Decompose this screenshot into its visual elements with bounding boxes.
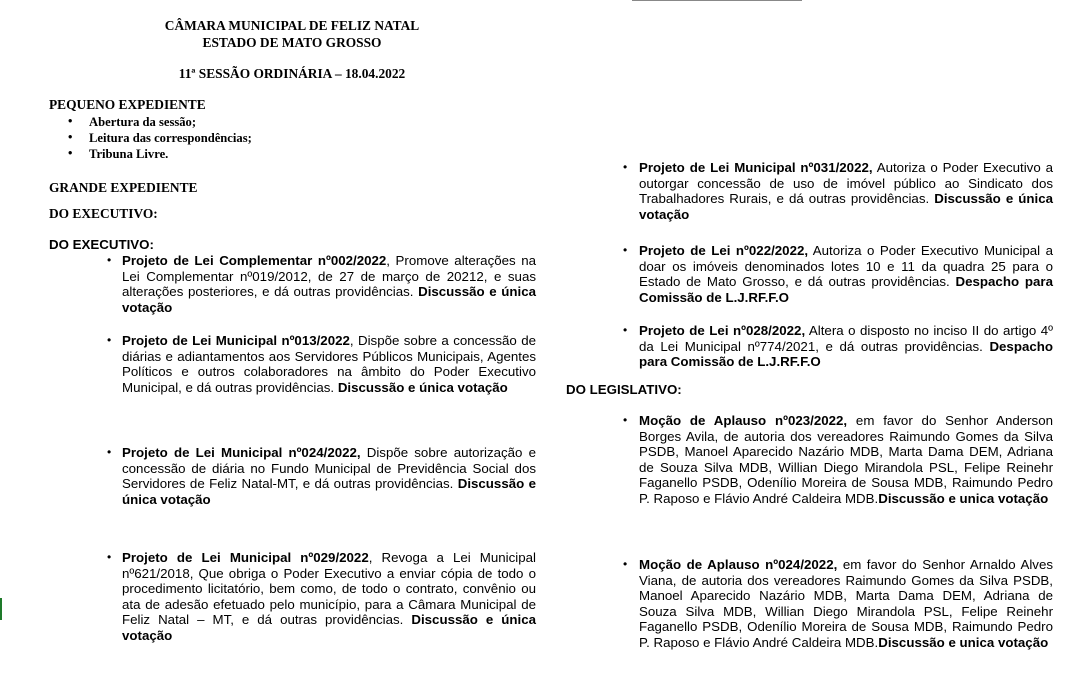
session-title: 11ª SESSÃO ORDINÁRIA – 18.04.2022	[178, 66, 406, 81]
left-item-4: Projeto de Lei Municipal nº029/2022, Revoga a Lei Municipal nº621/2018, Que obriga o Poder Executivo a enviar cópia de todo o procedimento licitatório, bem como, de todo o contrato, convênio ou ata de adesão efetuado pelo município, para a Câmara Municipal de Feliz Natal – MT, e dá outras providências. Discussão e única votação	[122, 550, 536, 643]
list-item: • Abertura da sessão;	[68, 114, 197, 129]
state-name: ESTADO DE MATO GROSSO	[202, 35, 382, 50]
bullet-icon: •	[623, 413, 628, 427]
bullet-icon: •	[623, 557, 628, 571]
bullet-icon: •	[107, 445, 112, 459]
left-item-3: Projeto de Lei Municipal nº024/2022, Dispõe sobre autorização e concessão de diária no Fundo Municipal de Previdência Social dos Servidores de Feliz Natal-MT, e dá outras providências. Discussão e única votação	[122, 445, 536, 507]
pequeno-expediente-title: PEQUENO EXPEDIENTE	[49, 97, 206, 112]
left-item-2: Projeto de Lei Municipal nº013/2022, Dispõe sobre a concessão de diárias e adiantamentos aos Servidores Públicos Municipais, Agentes Políticos e outros colaboradores na âmbito do Poder Executivo Municipal, e dá outras providências. Discussão e única votação	[122, 333, 536, 395]
right-item-1: Projeto de Lei Municipal nº031/2022, Autoriza o Poder Executivo a outorgar concessão de uso de imóvel público ao Sindicato dos Trabalhadores Rurais, e dá outras providências. Discussão e única votação	[639, 160, 1053, 222]
list-item: • Leitura das correspondências;	[68, 130, 252, 145]
bullet-icon: •	[623, 243, 628, 257]
executivo-title-serif: DO EXECUTIVO:	[49, 206, 158, 221]
legislativo-item-2: Moção de Aplauso nº024/2022, em favor do Senhor Arnaldo Alves Viana, de autoria dos vereadores Raimundo Gomes da Silva PSDB, Manoel Aparecido Nazário MDB, Marta Dama DEM, Adriana de Souza Silva MDB, Willian Diego Mirandola PSL, Felipe Reinehr Faganello PSDB, Odenílio Moreira de Sousa MDB, Raimundo Pedro P. Raposo e Flávio André Caldeira MDB.Discussão e unica votação	[639, 557, 1053, 650]
bullet-icon: •	[107, 550, 112, 564]
right-item-2: Projeto de Lei nº022/2022, Autoriza o Poder Executivo Municipal a doar os imóveis denominados lotes 10 e 11 da quadra 25 para o Estado de Mato Grosso, e dá outras providências. Despacho para Comissão de L.J.RF.F.O	[639, 243, 1053, 305]
left-item-1: Projeto de Lei Complementar nº002/2022, Promove alterações na Lei Complementar nº019/2012, de 27 de março de 20212, e suas alterações posteriores, e dá outras providências. Discussão e única votação	[122, 253, 536, 315]
list-item: • Tribuna Livre.	[68, 146, 169, 161]
top-border-line	[632, 0, 802, 1]
side-marker	[0, 598, 2, 620]
bullet-icon: •	[623, 160, 628, 174]
bullet-icon: •	[623, 323, 628, 337]
grande-expediente-title: GRANDE EXPEDIENTE	[49, 180, 198, 195]
bullet-icon: •	[107, 253, 112, 267]
executivo-title: DO EXECUTIVO:	[49, 237, 154, 252]
chamber-name: CÂMARA MUNICIPAL DE FELIZ NATAL	[164, 18, 420, 33]
legislativo-item-1: Moção de Aplauso nº023/2022, em favor do Senhor Anderson Borges Avila, de autoria dos vereadores Raimundo Gomes da Silva PSDB, Manoel Aparecido Nazário MDB, Marta Dama DEM, Adriana de Souza Silva MDB, Willian Diego Mirandola PSL, Felipe Reinehr Faganello PSDB, Odenílio Moreira de Sousa MDB, Raimundo Pedro P. Raposo e Flávio André Caldeira MDB.Discussão e unica votação	[639, 413, 1054, 506]
bullet-icon: •	[107, 333, 112, 347]
pequeno-expediente-list	[49, 114, 449, 162]
legislativo-title: DO LEGISLATIVO:	[566, 382, 682, 397]
right-item-3: Projeto de Lei nº028/2022, Altera o disposto no inciso II do artigo 4º da Lei Municipal nº774/2021, e dá outras providências. Despacho para Comissão de L.J.RF.F.O	[639, 323, 1053, 370]
